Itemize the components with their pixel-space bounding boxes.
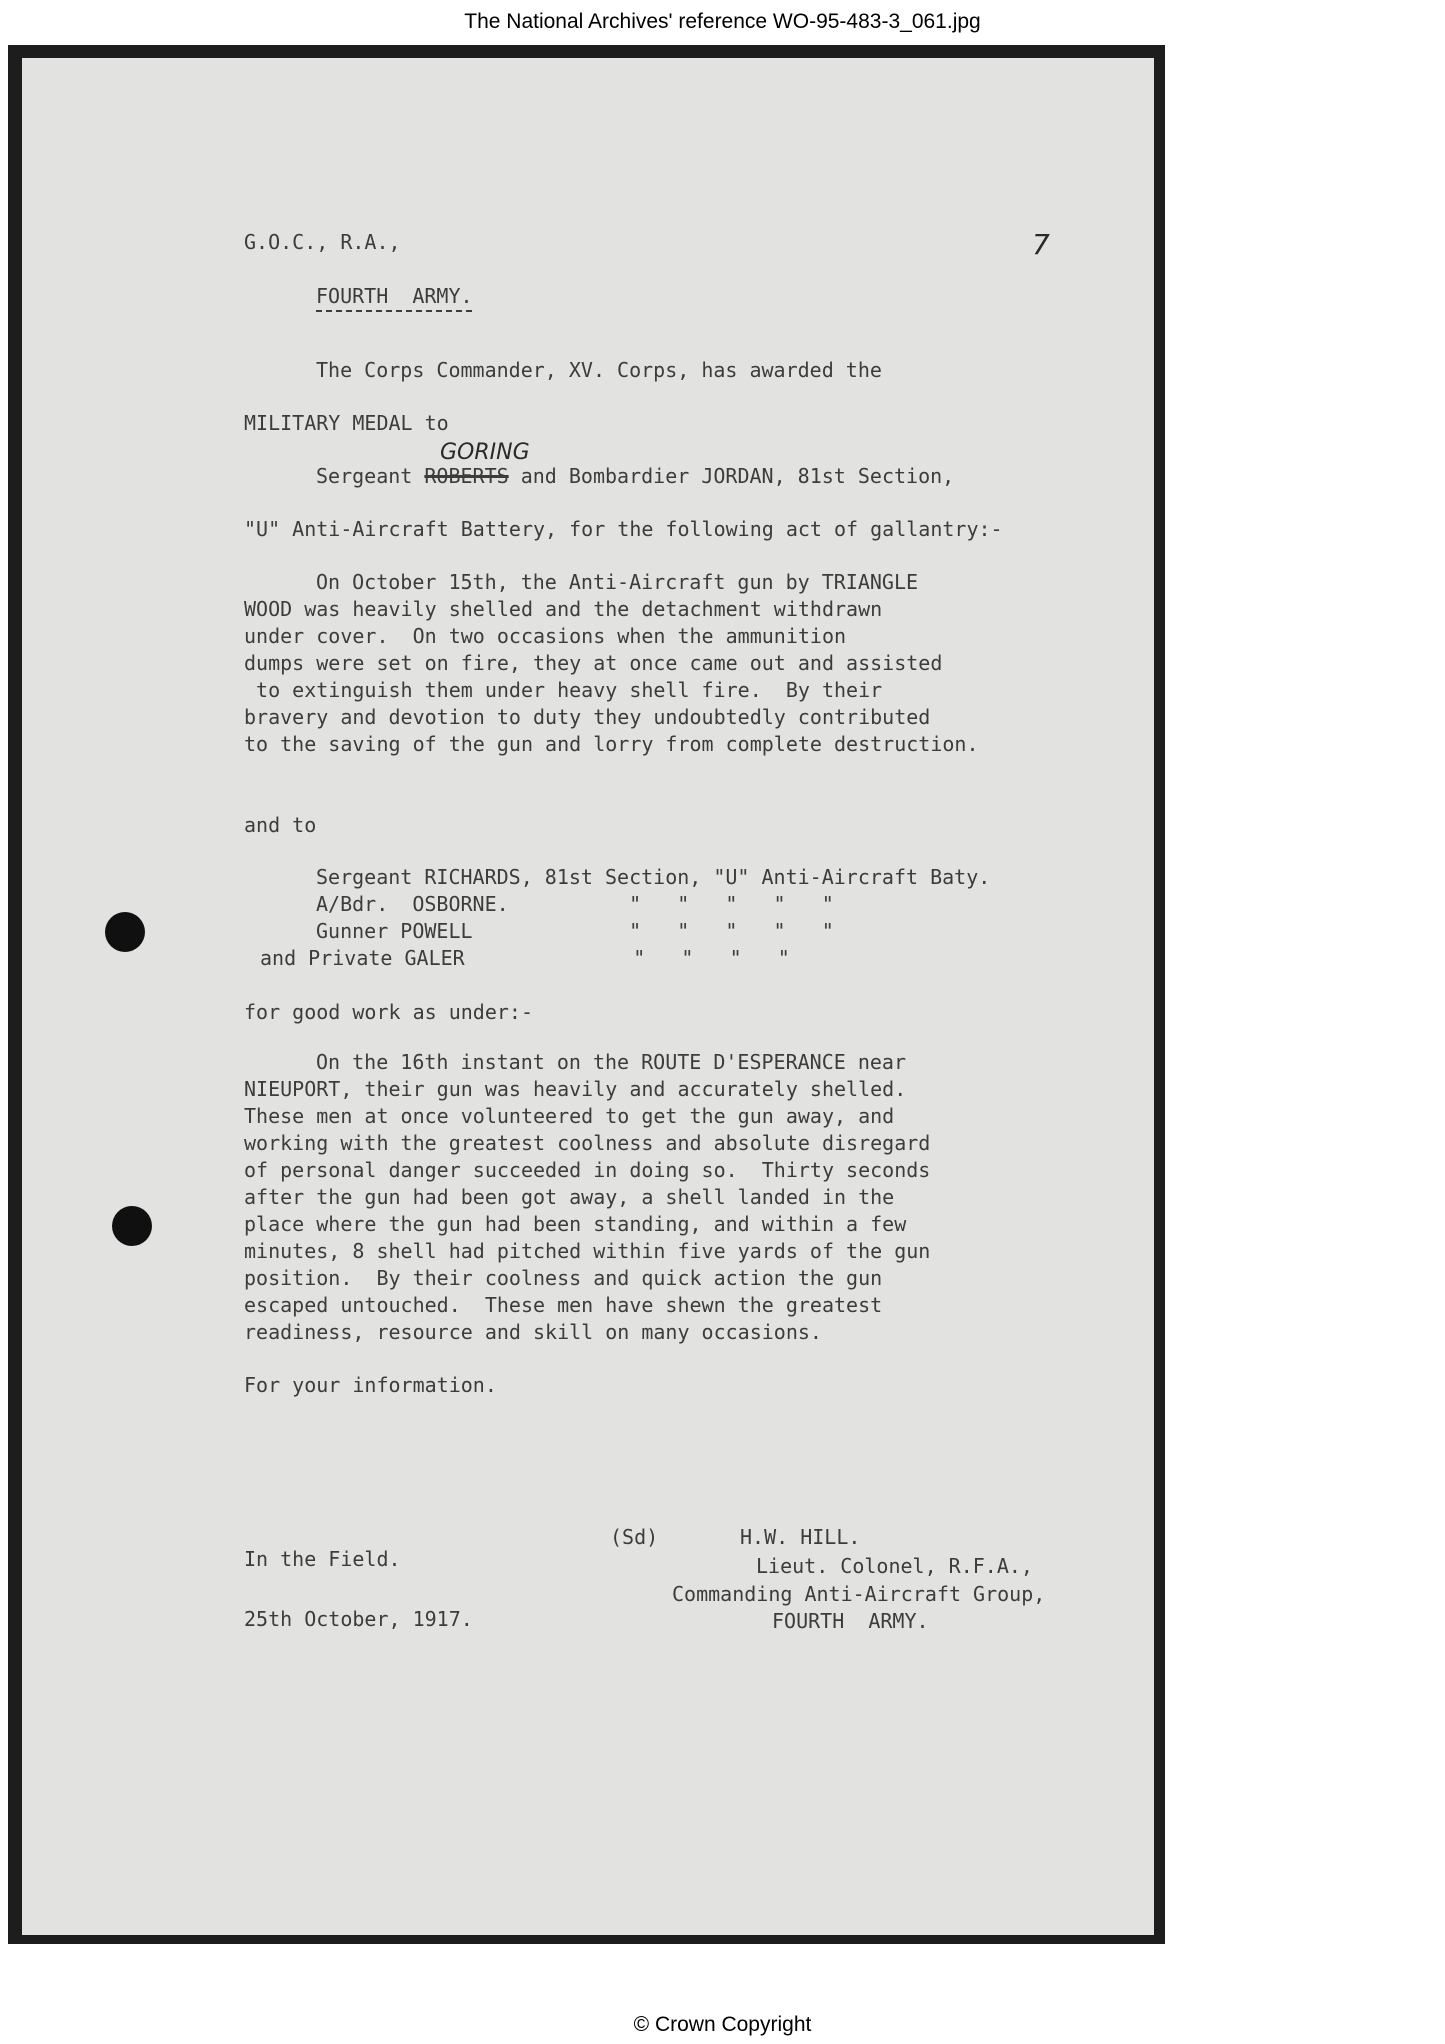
place-line: In the Field. [244,1547,401,1571]
paragraph-line: after the gun had been got away, a shell landed in the [244,1185,895,1209]
signed-mark: (Sd) [610,1525,659,1549]
paragraph-line: of personal danger succeeded in doing so. Thirty seconds [244,1158,931,1182]
punch-hole [105,912,145,952]
paragraph-line: escaped untouched. These men have shewn the greatest [244,1293,883,1317]
award-text: Sergeant [316,464,425,488]
recipient-line: Gunner POWELL " " " " " [316,919,834,943]
signatory-role: Commanding Anti-Aircraft Group, [672,1582,1046,1606]
struck-name: ROBERTS [424,464,509,488]
paragraph-line: minutes, 8 shell had pitched within five yards of the gun [244,1239,931,1263]
paragraph-line: readiness, resource and skill on many occasions. [244,1320,822,1344]
signatory-army: FOURTH ARMY. [772,1609,929,1633]
paragraph-line: dumps were set on fire, they at once came out and assisted [244,651,943,675]
page-title: The National Archives' reference WO-95-483-3_061.jpg [464,10,981,33]
intro-line: MILITARY MEDAL to [244,411,449,435]
and-to-line: and to [244,813,317,837]
punch-hole [112,1206,152,1246]
closing-line: For your information. [244,1373,497,1397]
recipient-line: A/Bdr. OSBORNE. " " " " " [316,892,834,916]
paragraph-line: working with the greatest coolness and absolute disregard [244,1131,931,1155]
paragraph-line: On the 16th instant on the ROUTE D'ESPERANCE near [316,1050,907,1074]
signatory-name: H.W. HILL. [740,1525,861,1549]
good-work-line: for good work as under:- [244,1000,533,1024]
paragraph-line: position. By their coolness and quick action the gun [244,1266,883,1290]
intro-line: The Corps Commander, XV. Corps, has awarded the [316,358,882,382]
copyright-footer: © Crown Copyright [633,2013,812,2036]
document-page [22,58,1154,1935]
recipient-line: Sergeant RICHARDS, 81st Section, "U" Anti-Aircraft Baty. [316,865,991,889]
paragraph-line: These men at once volunteered to get the gun away, and [244,1104,895,1128]
date-line: 25th October, 1917. [244,1607,473,1631]
signatory-rank: Lieut. Colonel, R.F.A., [756,1554,1033,1578]
handwritten-correction: GORING [440,440,530,465]
paragraph-line: to extinguish them under heavy shell fire. By their [244,678,883,702]
paragraph-line: to the saving of the gun and lorry from complete destruction. [244,732,979,756]
paragraph-line: place where the gun had been standing, and within a few [244,1212,907,1236]
award-text: and Bombardier JORDAN, 81st Section, [508,464,955,488]
paragraph-line: under cover. On two occasions when the ammunition [244,624,847,648]
page-number: 7 [1032,228,1050,261]
paragraph-line: bravery and devotion to duty they undoubtedly contributed [244,705,931,729]
award-unit-line: "U" Anti-Aircraft Battery, for the following act of gallantry:- [244,517,1003,541]
paragraph-line: On October 15th, the Anti-Aircraft gun by TRIANGLE [316,570,919,594]
recipient-line: and Private GALER " " " " [260,946,790,970]
paragraph-line: NIEUPORT, their gun was heavily and accurately shelled. [244,1077,907,1101]
paragraph-line: WOOD was heavily shelled and the detachment withdrawn [244,597,883,621]
award-recipients-line [316,466,954,486]
addressee-line: G.O.C., R.A., [244,230,401,254]
addressee-army: FOURTH ARMY. [316,284,473,308]
